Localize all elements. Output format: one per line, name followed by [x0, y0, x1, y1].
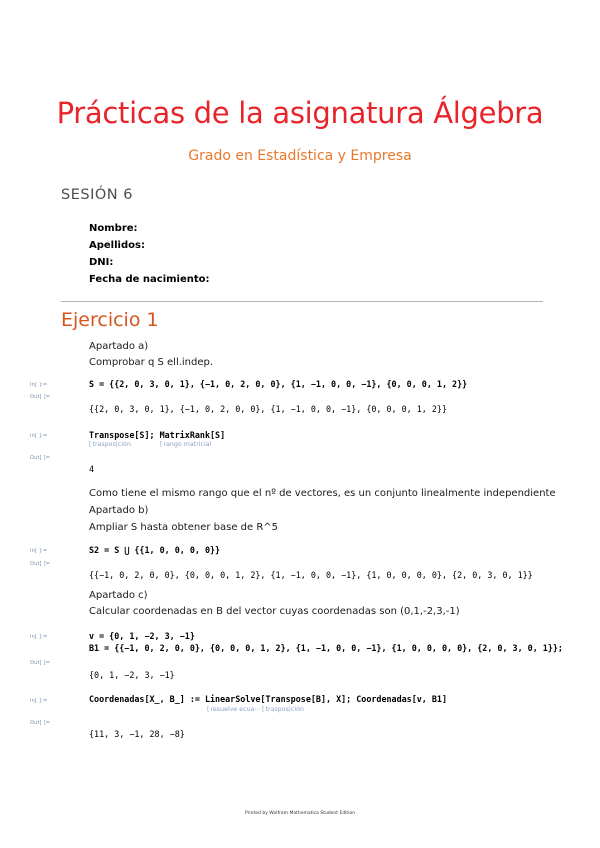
apartado-b-text: Ampliar S hasta obtener base de R^5	[89, 522, 279, 533]
apartado-a-text: Comprobar q S ell.indep.	[89, 357, 214, 368]
input-label: In[ ]:=	[30, 382, 48, 388]
field-dni: DNI:	[89, 257, 114, 268]
apartado-a-heading: Apartado a)	[89, 341, 149, 352]
input-label: In[ ]:=	[30, 634, 48, 640]
field-nombre: Nombre:	[89, 223, 138, 234]
output-label: Out[ ]=	[30, 720, 51, 726]
tooltip-transpose: [ traspos|ción	[89, 441, 131, 448]
output-label: Out[ ]=	[30, 394, 51, 400]
field-fecha-nacimiento: Fecha de nacimiento:	[89, 274, 210, 285]
output-cell-2: 4	[89, 464, 95, 474]
input-label: In[ ]:=	[30, 433, 48, 439]
output-label: Out[ ]=	[30, 561, 51, 567]
apartado-c-heading: Apartado c)	[89, 590, 148, 601]
rank-explanation: Como tiene el mismo rango que el nº de vectores, es un conjunto linealmente independiente	[89, 488, 556, 499]
input-cell-4a[interactable]: v = {0, 1, −2, 3, −1}	[89, 631, 195, 641]
tooltip-matrixrank: [ rango matricial	[160, 441, 211, 448]
tooltip-linearsolve: [ resuelve ecua⋯	[207, 706, 261, 713]
input-label: In[ ]:=	[30, 548, 48, 554]
input-cell-5[interactable]: Coordenadas[X_, B_] := LinearSolve[Transpose[B], X]; Coordenadas[v, B1]	[89, 694, 447, 704]
input-cell-3[interactable]: S2 = S ⋃ {{1, 0, 0, 0, 0}}	[89, 545, 221, 555]
apartado-c-text: Calcular coordenadas en B del vector cuyas coordenadas son (0,1,-2,3,-1)	[89, 606, 460, 617]
document-subtitle: Grado en Estadística y Empresa	[188, 148, 412, 164]
tooltip-transpose: [ traspos|ción	[262, 706, 304, 713]
output-cell-4: {0, 1, −2, 3, −1}	[89, 670, 175, 680]
section-divider	[61, 301, 543, 302]
input-label: In[ ]:=	[30, 698, 48, 704]
output-label: Out[ ]=	[30, 660, 51, 666]
input-cell-4b[interactable]: B1 = {{−1, 0, 2, 0, 0}, {0, 0, 0, 1, 2}, {1, −1, 0, 0, −1}, {1, 0, 0, 0, 0}, {2, 0, 3, 0, 1}};	[89, 643, 563, 653]
print-footer: Printed by Wolfram Mathematica Student Edition	[244, 811, 356, 816]
section-title: Ejercicio 1	[61, 309, 159, 331]
apartado-b-heading: Apartado b)	[89, 505, 149, 516]
output-cell-1: {{2, 0, 3, 0, 1}, {−1, 0, 2, 0, 0}, {1, −1, 0, 0, −1}, {0, 0, 0, 1, 2}}	[89, 404, 447, 414]
output-cell-5: {11, 3, −1, 28, −8}	[89, 729, 185, 739]
output-label: Out[ ]=	[30, 455, 51, 461]
session-heading: SESIÓN 6	[61, 187, 133, 203]
output-cell-3: {{−1, 0, 2, 0, 0}, {0, 0, 0, 1, 2}, {1, −1, 0, 0, −1}, {1, 0, 0, 0, 0}, {2, 0, 3, 0, 1}}	[89, 570, 533, 580]
field-apellidos: Apellidos:	[89, 240, 145, 251]
input-cell-1[interactable]: S = {{2, 0, 3, 0, 1}, {−1, 0, 2, 0, 0}, {1, −1, 0, 0, −1}, {0, 0, 0, 1, 2}}	[89, 379, 468, 389]
document-title: Prácticas de la asignatura Álgebra	[56, 96, 544, 130]
input-cell-2[interactable]: Transpose[S]; MatrixRank[S]	[89, 430, 226, 440]
